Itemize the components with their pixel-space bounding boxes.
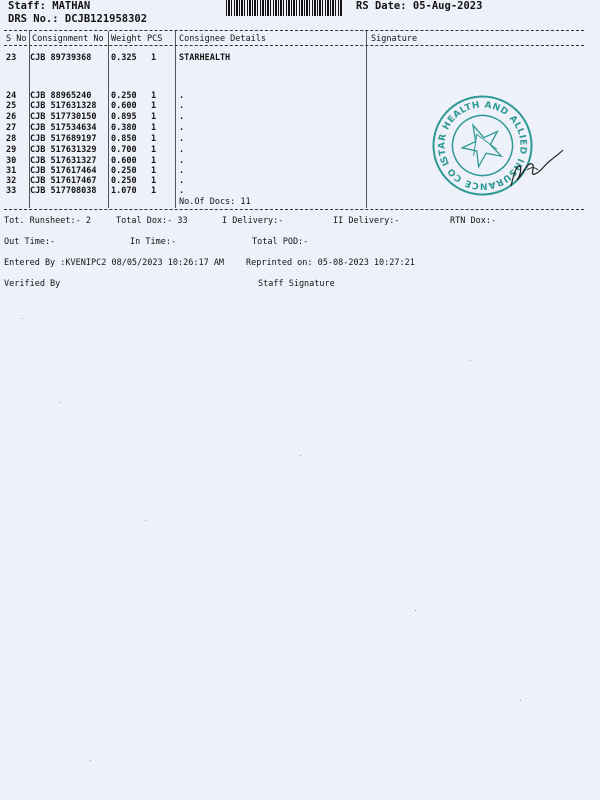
cell-weight: 0.325 xyxy=(111,53,137,63)
barcode xyxy=(226,0,342,16)
staff-signature-label: Staff Signature xyxy=(258,279,335,289)
cell-weight: 0.250 xyxy=(111,166,137,176)
cell-weight: 0.895 xyxy=(111,112,137,122)
cell-consignee: . xyxy=(179,186,185,196)
cell-pcs: 1 xyxy=(151,123,157,133)
column-separator xyxy=(175,31,176,208)
column-header-consignment: Consignment No xyxy=(32,34,104,44)
cell-pcs: 1 xyxy=(151,91,157,101)
scan-speck xyxy=(415,610,416,611)
cell-sno: 24 xyxy=(6,91,17,101)
cell-consignment: CJB 517689197 xyxy=(30,134,97,144)
scan-speck xyxy=(145,520,146,521)
cell-weight: 0.700 xyxy=(111,145,137,155)
first-delivery: I Delivery:- xyxy=(222,216,284,226)
cell-consignment: CJB 517534634 xyxy=(30,123,97,133)
cell-consignment: CJB 517631327 xyxy=(30,156,97,166)
scan-speck xyxy=(470,360,471,361)
cell-consignment: CJB 89739368 xyxy=(30,53,92,63)
cell-consignee: . xyxy=(179,101,185,111)
cell-sno: 31 xyxy=(6,166,17,176)
scan-speck xyxy=(300,455,301,456)
cell-consignment: CJB 517631328 xyxy=(30,101,97,111)
cell-consignment: CJB 517617467 xyxy=(30,176,97,186)
rs-date: RS Date: 05-Aug-2023 xyxy=(356,0,483,12)
no-of-docs: No.Of Docs: 11 xyxy=(179,197,251,207)
cell-pcs: 1 xyxy=(151,112,157,122)
cell-pcs: 1 xyxy=(151,145,157,155)
cell-weight: 0.250 xyxy=(111,91,137,101)
cell-consignment: CJB 517617464 xyxy=(30,166,97,176)
cell-sno: 29 xyxy=(6,145,17,155)
cell-weight: 0.380 xyxy=(111,123,137,133)
cell-consignment: CJB 88965240 xyxy=(30,91,92,101)
cell-consignee: . xyxy=(179,112,185,122)
cell-consignee: . xyxy=(179,166,185,176)
cell-sno: 32 xyxy=(6,176,17,186)
second-delivery: II Delivery:- xyxy=(333,216,400,226)
column-header-pcs: PCS xyxy=(147,34,163,44)
staff-name: Staff: MATHAN xyxy=(8,0,91,12)
column-header-weight: Weight xyxy=(111,34,142,44)
scan-speck xyxy=(60,402,61,403)
cell-weight: 0.600 xyxy=(111,156,137,166)
cell-consignee: STARHEALTH xyxy=(179,53,231,63)
cell-pcs: 1 xyxy=(151,166,157,176)
entered-by: Entered By :KVENIPC2 08/05/2023 10:26:17 AM xyxy=(4,258,225,268)
cell-consignee: . xyxy=(179,176,185,186)
cell-pcs: 1 xyxy=(151,156,157,166)
divider xyxy=(4,45,584,46)
column-header-sno: S No xyxy=(6,34,27,44)
total-runsheet: Tot. Runsheet:- 2 xyxy=(4,216,91,226)
total-dox: Total Dox:- 33 xyxy=(116,216,188,226)
cell-sno: 30 xyxy=(6,156,17,166)
column-separator xyxy=(108,31,109,208)
rtn-dox: RTN Dox:- xyxy=(450,216,497,226)
cell-consignee: . xyxy=(179,123,185,133)
cell-weight: 0.850 xyxy=(111,134,137,144)
cell-weight: 1.070 xyxy=(111,186,137,196)
out-time: Out Time:- xyxy=(4,237,56,247)
drs-number: DRS No.: DCJB121958302 xyxy=(8,13,148,25)
cell-sno: 25 xyxy=(6,101,17,111)
divider xyxy=(4,30,584,31)
divider xyxy=(4,209,584,210)
cell-pcs: 1 xyxy=(151,186,157,196)
cell-consignment: CJB 517631329 xyxy=(30,145,97,155)
cell-pcs: 1 xyxy=(151,134,157,144)
cell-sno: 26 xyxy=(6,112,17,122)
scan-speck xyxy=(90,760,91,761)
cell-sno: 27 xyxy=(6,123,17,133)
cell-pcs: 1 xyxy=(151,53,157,63)
cell-sno: 23 xyxy=(6,53,17,63)
column-separator xyxy=(366,31,367,208)
cell-weight: 0.600 xyxy=(111,101,137,111)
cell-consignee: . xyxy=(179,145,185,155)
cell-consignee: . xyxy=(179,156,185,166)
cell-sno: 33 xyxy=(6,186,17,196)
cell-pcs: 1 xyxy=(151,176,157,186)
verified-by: Verified By xyxy=(4,279,61,289)
svg-text:STAR HEALTH AND ALLIED INSURAN: STAR HEALTH AND ALLIED INSURANCE CO LTD xyxy=(437,100,528,191)
cell-consignee: . xyxy=(179,134,185,144)
scan-speck xyxy=(520,700,521,701)
column-header-consignee: Consignee Details xyxy=(179,34,266,44)
cell-sno: 28 xyxy=(6,134,17,144)
reprinted-on: Reprinted on: 05-08-2023 10:27:21 xyxy=(246,258,415,268)
scan-speck xyxy=(22,318,23,319)
cell-consignment: CJB 517708038 xyxy=(30,186,97,196)
total-pod: Total POD:- xyxy=(252,237,309,247)
cell-weight: 0.250 xyxy=(111,176,137,186)
column-header-signature: Signature xyxy=(371,34,418,44)
cell-pcs: 1 xyxy=(151,101,157,111)
cell-consignee: . xyxy=(179,91,185,101)
cell-consignment: CJB 517730150 xyxy=(30,112,97,122)
handwritten-signature xyxy=(505,140,565,190)
in-time: In Time:- xyxy=(130,237,177,247)
